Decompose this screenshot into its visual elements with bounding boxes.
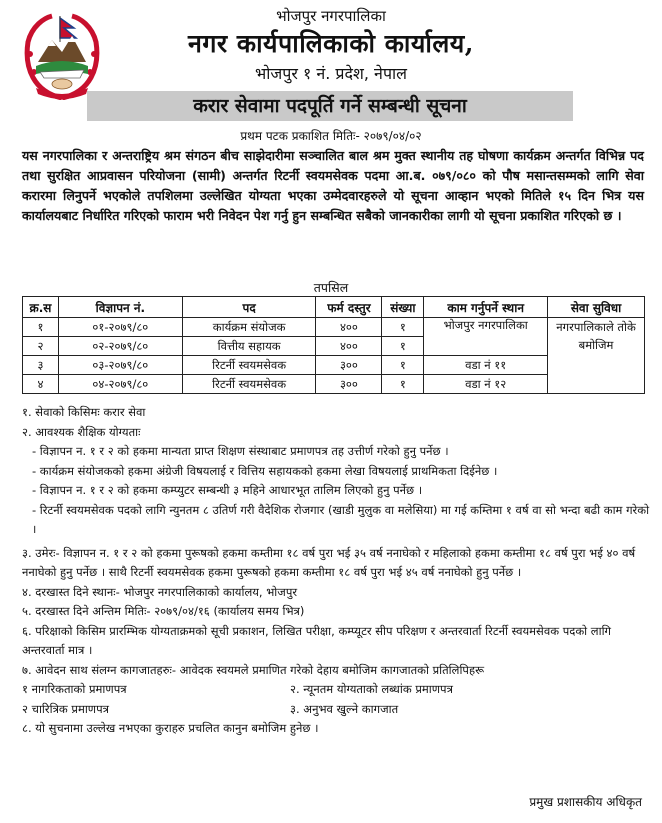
office-name: नगर कार्यपालिकाको कार्यालय, bbox=[187, 29, 474, 58]
office-address: भोजपुर १ नं. प्रदेश, नेपाल bbox=[254, 64, 408, 83]
document-item: २ चारित्रिक प्रमाणपत्र bbox=[22, 701, 110, 716]
col-header-post: पद bbox=[182, 297, 316, 318]
cell-place: वडा नं १२ bbox=[424, 375, 548, 394]
term-deadline: ५. दरखास्त दिने अन्तिम मितिः- २०७९/०४/१६ (कार्यालय समय भित्र) bbox=[22, 604, 305, 618]
cell-sn: २ bbox=[23, 337, 59, 356]
term-exam: ६. परिक्षाको किसिम प्रारम्भिक योग्यताक्रमको सूची प्रकाशन, लिखित परीक्षा, कम्प्यूटर सीप परिक्षण र अन्तरवार्ता रिटर्नी स्वयमसेवक पदको लागि अन्तरवार्ता मात्र । bbox=[22, 623, 612, 657]
cell-count: १ bbox=[382, 375, 424, 394]
cell-place: भोजपुर नगरपालिका bbox=[424, 318, 548, 356]
cell-fee: ३०० bbox=[316, 356, 382, 375]
col-header-count: संख्या bbox=[382, 297, 424, 318]
term-age: ३. उमेरः- विज्ञापन न. १ र २ को हकमा पुरूषको हकमा कम्तीमा १८ वर्ष पुरा भई ३५ वर्ष ननाघेको र महिलाको हकमा कम्तीमा १८ वर्ष पुरा भई ४० वर्ष ननाघेको हुनु पर्नेछ । साथै रिटर्नी स्वयमसेवक हकमा पुरूषको हकमा कम्तीमा १८ वर्ष पुरा भई ४५ वर्ष ननाघेको हुनु पर्नेछ । bbox=[22, 545, 636, 579]
terms-section bbox=[22, 403, 650, 739]
signature-title: प्रमुख प्रशासकीय अधिकृत bbox=[529, 795, 642, 809]
cell-sn: १ bbox=[23, 318, 59, 337]
cell-fee: ३०० bbox=[316, 375, 382, 394]
cell-sn: ४ bbox=[23, 375, 59, 394]
qualification-item: - रिटर्नी स्वयमसेवक पदको लागि न्युनतम ८ उतिर्ण गरी वैदेशिक रोजगार (खाडी मुलुक वा मलेसिया) मा गई कम्तिमा १ वर्ष वा सो भन्दा बढी काम गरेको । bbox=[32, 502, 650, 536]
col-header-ad: विज्ञापन नं. bbox=[58, 297, 182, 318]
document-item: १ नागरिकताको प्रमाणपत्र bbox=[22, 682, 127, 696]
term-law: ८. यो सुचनामा उल्लेख नभएका कुराहरु प्रचलित कानुन बमोजिम हुनेछ । bbox=[22, 721, 319, 735]
table-row bbox=[23, 318, 645, 337]
qualification-item: - विज्ञापन न. १ र २ को हकमा कम्प्युटर सम्बन्धी ३ महिने आधारभूत तालिम लिएको हुनु पर्नेछ । bbox=[32, 483, 423, 497]
cell-ad: ०१-२०७९/८० bbox=[58, 318, 182, 337]
documents-row bbox=[22, 680, 650, 700]
notice-title: करार सेवामा पदपूर्ति गर्ने सम्बन्धी सूचना bbox=[87, 91, 573, 121]
publish-date: प्रथम पटक प्रकाशित मितिः- २०७९/०४/०२ bbox=[240, 129, 422, 143]
table-caption: तपसिल bbox=[313, 280, 349, 295]
cell-post: वित्तीय सहायक bbox=[182, 337, 316, 356]
col-header-sn: क्र.स bbox=[23, 297, 59, 318]
cell-ad: ०३-२०७९/८० bbox=[58, 356, 182, 375]
qualification-item: - विज्ञापन न. १ र २ को हकमा मान्यता प्राप्त शिक्षण संस्थाबाट प्रमाणपत्र तह उत्तीर्ण गरेको हुनु पर्नेछ । bbox=[32, 444, 449, 458]
col-header-place: काम गर्नुपर्ने स्थान bbox=[424, 297, 548, 318]
cell-fee: ४०० bbox=[316, 337, 382, 356]
col-header-fee: फर्म दस्तुर bbox=[316, 297, 382, 318]
qualification-item: - कार्यक्रम संयोजकको हकमा अंग्रेजी विषयलाई र वित्तिय सहायकको हकमा लेखा विषयलाई प्राथमिकता दिईनेछ । bbox=[32, 463, 498, 478]
cell-sn: ३ bbox=[23, 356, 59, 375]
cell-post: कार्यक्रम संयोजक bbox=[182, 318, 316, 337]
cell-count: १ bbox=[382, 318, 424, 337]
municipality-name: भोजपुर नगरपालिका bbox=[276, 7, 386, 25]
term-service-type: १. सेवाको किसिमः करार सेवा bbox=[22, 405, 146, 419]
document-item: २. न्यूनतम योग्यताको लब्धांक प्रमाणपत्र bbox=[290, 682, 453, 696]
col-header-service: सेवा सुविधा bbox=[548, 297, 645, 318]
documents-row bbox=[22, 700, 650, 720]
document-item: ३. अनुभव खुल्ने कागजात bbox=[290, 701, 399, 716]
term-place: ४. दरखास्त दिने स्थानः- भोजपुर नगरपालिकाको कार्यालय, भोजपुर bbox=[22, 584, 298, 599]
cell-count: १ bbox=[382, 337, 424, 356]
term-qualification: २. आवश्यक शैक्षिक योग्यताः bbox=[22, 424, 141, 439]
term-documents: ७. आवेदन साथ संलग्न कागजातहरुः- आवेदक स्वयमले प्रमाणित गरेको देहाय बमोजिम कागजातको प्रतिलिपिहरू bbox=[22, 662, 484, 677]
cell-post: रिटर्नी स्वयमसेवक bbox=[182, 356, 316, 375]
cell-service: नगरपालिकाले तोके बमोजिम bbox=[548, 318, 645, 394]
cell-place: वडा नं ११ bbox=[424, 356, 548, 375]
table-header-row bbox=[23, 297, 645, 318]
cell-fee: ४०० bbox=[316, 318, 382, 337]
cell-ad: ०२-२०७९/८० bbox=[58, 337, 182, 356]
cell-post: रिटर्नी स्वयमसेवक bbox=[182, 375, 316, 394]
cell-ad: ०४-२०७९/८० bbox=[58, 375, 182, 394]
cell-count: १ bbox=[382, 356, 424, 375]
notice-body: यस नगरपालिका र अन्तराष्ट्रिय श्रम संगठन बीच साझेदारीमा सञ्चालित बाल श्रम मुक्त स्थानीय तह घोषणा कार्यक्रम अन्तर्गत विभिन्न पद तथा सुरक्षित आप्रवासन परियोजना (सामी) अन्तर्गत रिटर्नी स्वयमसेवक पदमा आ.ब. ०७९/०८० को पौष मसान्तसम्मको लागि सेवा करारमा लिनुपर्ने भएकोले तपशिलमा उल्लेखित योग्यता भएका उम्मेदवारहरुले यो सूचना आव्हान भएको मितिले १५ दिन भित्र यस कार्यालयबाट निर्धारित गरिएको फाराम भरी निवेदन पेश गर्नु हुन सम्बन्धित सबैको जानकारीका लागी यो सूचना प्रकाशित गरिएको छ । bbox=[22, 148, 644, 223]
vacancy-table bbox=[22, 296, 645, 394]
